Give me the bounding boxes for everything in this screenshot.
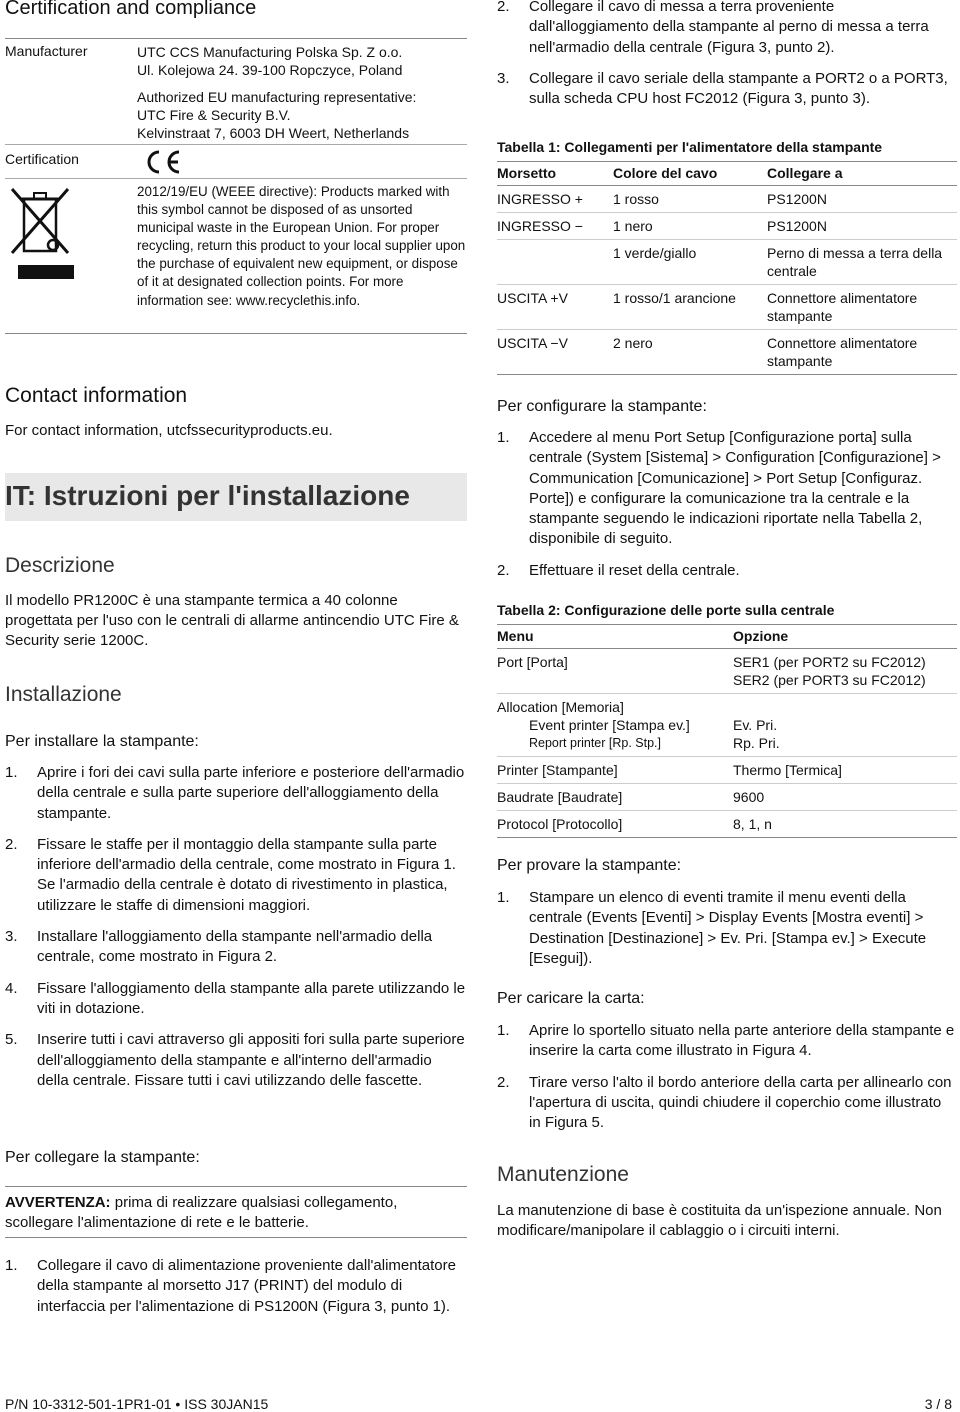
list-item: 5. Inserire tutti i cavi attraverso gli appositi fori sulla parte superiore dell'alloggiamento della stampante e all'interno dell'armadio della centrale. Fissare tutti i cavi utilizzando delle fascette.: [5, 1031, 465, 1089]
list-item: 1. Aprire lo sportello situato nella parte anteriore della stampante e inserire la carta come illustrato in Figura 4.: [497, 1022, 955, 1060]
port-config-table: [497, 624, 957, 838]
connect-steps: [5, 1256, 467, 1328]
table-row: USCITA −V 2 nero Connettore alimentatore stampante: [497, 330, 957, 375]
manufacturer-label: Manufacturer: [5, 43, 88, 59]
cert-rule: [5, 144, 467, 145]
weee-directive-text: 2012/19/EU (WEEE directive): Products marked with this symbol cannot be disposed of as unsorted municipal waste in the European Union. For proper recycling, return this product to your local supplier upon the purchase of equivalent new equipment, or dispose of it at designated collection points. For more information see: www.recyclethis.info.: [137, 184, 466, 308]
table-row: USCITA +V 1 rosso/1 arancione Connettore alimentatore stampante: [497, 285, 957, 330]
table-header-row: Menu Opzione: [497, 625, 957, 649]
table-row: INGRESSO − 1 nero PS1200N: [497, 213, 957, 240]
list-item: 1. Collegare il cavo di alimentazione proveniente dall'alimentatore della stampante al morsetto J17 (PRINT) del modulo di interfaccia per l'alimentazione di PS1200N (Figura 3, punto 1).: [5, 1257, 456, 1315]
cert-top-rule: [5, 38, 467, 39]
list-item: 2. Effettuare il reset della centrale.: [497, 561, 740, 579]
description-text: Il modello PR1200C è una stampante termica a 40 colonne progettata per l'uso con le centrali di allarme antincendio UTC Fire & Security serie 1200C.: [5, 592, 459, 649]
table-row: Port [Porta] SER1 (per PORT2 su FC2012) SER2 (per PORT3 su FC2012): [497, 649, 957, 694]
connect-subheading: Per collegare la stampante:: [5, 1149, 200, 1166]
install-subheading: Per installare la stampante:: [5, 733, 199, 750]
list-item: 1. Accedere al menu Port Setup [Configurazione porta] sulla centrale (System [Sistema] > Configuration [Configurazione] > Communication [Comunicazione] > Port Setup [Configuraz. Porte]) e configurare la comunicazione tra la centrale e la stampante seguendo le indicazioni riportate nella Tabella 2, disponibile di seguito.: [497, 429, 941, 548]
test-subheading: Per provare la stampante:: [497, 857, 682, 874]
paper-subheading: Per caricare la carta:: [497, 990, 645, 1007]
table-header-row: Morsetto Colore del cavo Collegare a: [497, 162, 957, 186]
test-steps: [497, 888, 957, 980]
manufacturer-address: UTC CCS Manufacturing Polska Sp. Z o.o. Ul. Kolejowa 24. 39-100 Ropczyce, Poland: [137, 44, 403, 78]
it-title: IT: Istruzioni per l'installazione: [5, 480, 410, 511]
certification-label: Certification: [5, 151, 79, 167]
warning-text: prima di realizzare qualsiasi collegamento, scollegare l'alimentazione di rete e le batterie.: [5, 1194, 398, 1231]
cert-title: Certification and compliance: [5, 0, 257, 19]
connect-steps-cont: [497, 0, 957, 120]
install-steps: [5, 763, 467, 1102]
list-item: 3. Collegare il cavo seriale della stampante a PORT2 o a PORT3, sulla scheda CPU host FC2012 (Figura 3, punto 3).: [497, 69, 948, 108]
list-item: 1. Aprire i fori dei cavi sulla parte inferiore e posteriore dell'armadio della centrale e sulla parte superiore dell'alloggiamento della stampante.: [5, 764, 465, 822]
cert-rule: [5, 178, 467, 179]
table-row: Protocol [Protocollo] 8, 1, n: [497, 811, 957, 838]
table2-caption: Tabella 2: Configurazione delle porte sulla centrale: [497, 602, 835, 618]
contact-text: For contact information, utcfssecurityproducts.eu.: [5, 422, 333, 439]
warning-box: [5, 1186, 467, 1238]
list-item: 2. Collegare il cavo di messa a terra proveniente dall'alloggiamento della stampante al perno di messa a terra nell'armadio della centrale (Figura 3, punto 2).: [497, 0, 929, 56]
power-connections-table: [497, 161, 957, 375]
table-row: Printer [Stampante] Thermo [Termica]: [497, 757, 957, 784]
eu-representative: Authorized EU manufacturing representative: UTC Fire & Security B.V. Kelvinstraat 7, 6003 DH Weert, Netherlands: [137, 89, 417, 141]
table-row: 1 verde/giallo Perno di messa a terra della centrale: [497, 240, 957, 285]
list-item: 2. Fissare le staffe per il montaggio della stampante sulla parte inferiore dell'armadio della centrale, come mostrato in Figura 1. Se l'armadio della centrale è dotato di rivestimento in plastica, utilizzare le staffe di dimensioni maggiori.: [5, 835, 456, 914]
footer-page-number: 3 / 8: [924, 1396, 952, 1412]
maintenance-heading: Manutenzione: [497, 1163, 629, 1186]
contact-heading: Contact information: [5, 384, 188, 407]
table-row: Baudrate [Baudrate] 9600: [497, 784, 957, 811]
list-item: 1. Stampare un elenco di eventi tramite il menu eventi della centrale (Events [Eventi] > Display Events [Mostra eventi] > Destination [Destinazione] > Ev. Pri. [Stampa ev.] > Execute [Esegui]).: [497, 889, 927, 967]
weee-bin-icon: [10, 185, 76, 286]
config-subheading: Per configurare la stampante:: [497, 398, 707, 415]
description-heading: Descrizione: [5, 554, 115, 577]
cert-bottom-rule: [5, 333, 467, 334]
list-item: 3. Installare l'alloggiamento della stampante nell'armadio della centrale, come mostrato in Figura 2.: [5, 928, 433, 966]
ce-mark-icon: [141, 148, 183, 181]
list-item: 4. Fissare l'alloggiamento della stampante alla parete utilizzando le viti in dotazione.: [5, 979, 466, 1017]
maintenance-text: La manutenzione di base è costituita da un'ispezione annuale. Non modificare/manipolare il cablaggio o i circuiti interni.: [497, 1202, 942, 1239]
footer-part-number: P/N 10-3312-501-1PR1-01 • ISS 30JAN15: [5, 1396, 269, 1412]
paper-steps: [497, 1021, 957, 1144]
table1-caption: Tabella 1: Collegamenti per l'alimentatore della stampante: [497, 139, 883, 155]
installation-heading: Installazione: [5, 683, 122, 706]
list-item: 2. Tirare verso l'alto il bordo anteriore della carta per allinearlo con l'apertura di uscita, quindi chiudere il coperchio come illustrato in Figura 5.: [497, 1073, 952, 1132]
warning-label: AVVERTENZA:: [5, 1194, 111, 1211]
config-steps: [497, 428, 957, 592]
table-row: Allocation [Memoria] Event printer [Stampa ev.] Report printer [Rp. Stp.] Ev. Pri. Rp. Pri.: [497, 694, 957, 757]
table-row: INGRESSO + 1 rosso PS1200N: [497, 186, 957, 213]
